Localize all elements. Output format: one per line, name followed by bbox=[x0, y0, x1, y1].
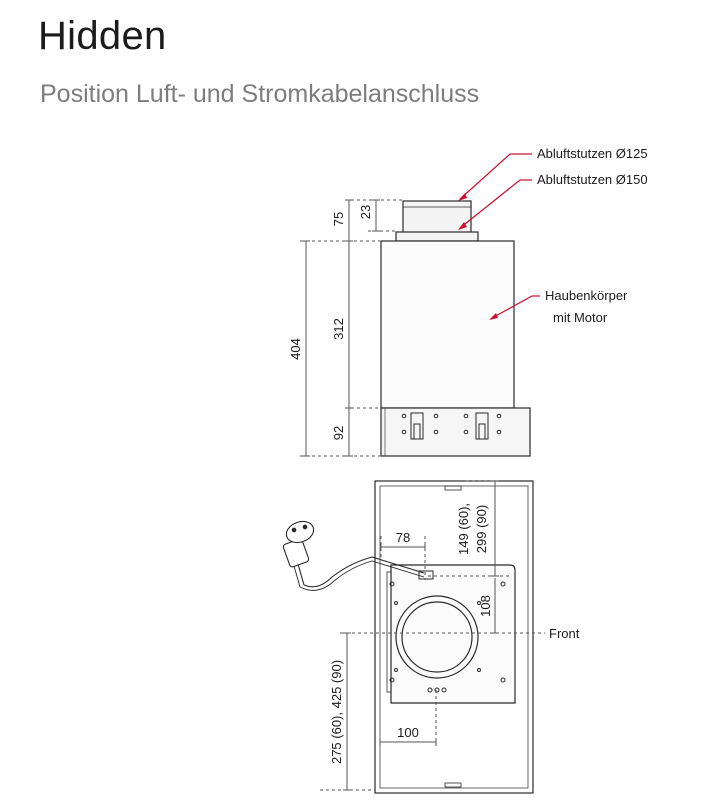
dim-100: 100 bbox=[397, 725, 419, 740]
hood-body bbox=[381, 241, 514, 408]
power-plug-icon bbox=[282, 518, 316, 568]
side-view-dimension-labels bbox=[288, 205, 373, 440]
callout-labels bbox=[537, 146, 648, 325]
mounting-base bbox=[381, 408, 530, 456]
callout-body-line1: Haubenkörper bbox=[545, 288, 628, 303]
dim-92: 92 bbox=[331, 425, 346, 441]
dim-312: 312 bbox=[331, 318, 346, 340]
page-title: Hidden bbox=[38, 14, 167, 58]
callout-outlet-125: Abluftstutzen Ø125 bbox=[537, 146, 648, 161]
side-view bbox=[381, 201, 530, 456]
dim-23: 23 bbox=[358, 204, 373, 220]
hood-body-top bbox=[391, 565, 515, 703]
outlet-collar bbox=[396, 232, 478, 241]
dim-275-425: 275 (60), 425 (90) bbox=[329, 659, 344, 765]
front-label: Front bbox=[549, 626, 580, 641]
dim-78: 78 bbox=[395, 530, 411, 545]
callout-outlet-150: Abluftstutzen Ø150 bbox=[537, 172, 648, 187]
dim-149-299-line2: 299 (90) bbox=[474, 504, 489, 554]
top-view bbox=[375, 481, 533, 793]
dim-108: 108 bbox=[478, 595, 493, 617]
callout-body-line2: mit Motor bbox=[553, 310, 608, 325]
dim-404: 404 bbox=[288, 338, 303, 360]
page-subtitle: Position Luft- und Stromkabelanschluss bbox=[40, 80, 480, 108]
dim-149-299-line1: 149 (60), bbox=[456, 502, 471, 556]
dim-75: 75 bbox=[331, 211, 346, 227]
